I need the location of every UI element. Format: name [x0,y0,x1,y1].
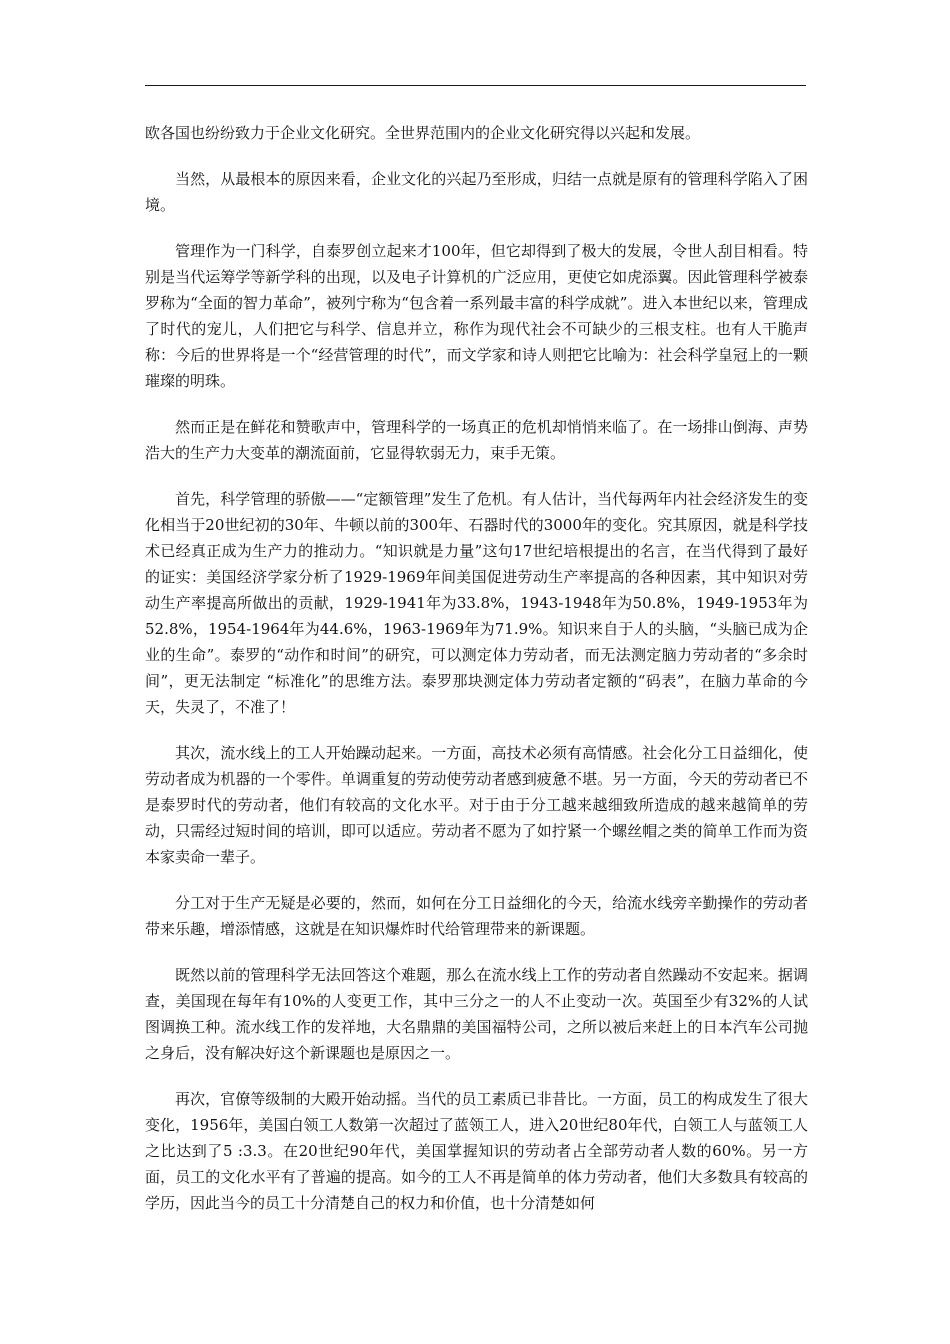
paragraph: 其次，流水线上的工人开始躁动起来。一方面，高技术必须有高情感。社会化分工日益细化，使劳动者成为机器的一个零件。单调重复的劳动使劳动者感到疲惫不堪。另一方面，今天的劳动者已不是泰罗时代的劳动者，他们有较高的文化水平。对于由于分工越来越细致所造成的越来越简单的劳动，只需经过短时间的培训，即可以适应。劳动者不愿为了如拧紧一个螺丝帽之类的简单工作而为资本家卖命一辈子。 [145,744,808,866]
paragraph: 分工对于生产无疑是必要的，然而，如何在分工日益细化的今天，给流水线旁辛勤操作的劳动者带来乐趣，增添情感，这就是在知识爆炸时代给管理带来的新课题。 [145,894,808,938]
paragraph: 既然以前的管理科学无法回答这个难题，那么在流水线上工作的劳动者自然躁动不安起来。据调查，美国现在每年有10%的人变更工作，其中三分之一的人不止变动一次。英国至少有32%的人试图调换工种。流水线工作的发祥地，大名鼎鼎的美国福特公司，之所以被后来赶上的日本汽车公司抛之身后，没有解决好这个新课题也是原因之一。 [145,966,808,1062]
paragraph: 管理作为一门科学，自泰罗创立起来才100年，但它却得到了极大的发展，令世人刮目相看。特别是当代运筹学等新学科的出现，以及电子计算机的广泛应用，更使它如虎添翼。因此管理科学被泰罗称为“全面的智力革命”，被列宁称为“包含着一系列最丰富的科学成就”。进入本世纪以来，管理成了时代的宠儿，人们把它与科学、信息并立，称作为现代社会不可缺少的三根支柱。也有人干脆声称：今后的世界将是一个“经营管理的时代”，而文学家和诗人则把它比喻为：社会科学皇冠上的一颗璀璨的明珠。 [145,242,808,390]
paragraph-continuation: 欧各国也纷纷致力于企业文化研究。全世界范围内的企业文化研究得以兴起和发展。 [145,124,701,142]
paragraph: 首先，科学管理的骄傲——“定额管理”发生了危机。有人估计，当代每两年内社会经济发生的变化相当于20世纪初的30年、牛顿以前的300年、石器时代的3000年的变化。究其原因，就是科学技术已经真正成为生产力的推动力。“知识就是力量”这句17世纪培根提出的名言，在当代得到了最好的证实：美国经济学家分析了1929-1969年间美国促进劳动生产率提高的各种因素，其中知识对劳动生产率提高所做出的贡献，1929-1941年为33.8%，1943-1948年为50.8%，1949-1953年为52.8%，1954-1964年为44.6%，1963-1969年为71.9%。知识来自于人的头脑，“头脑已成为企业的生命”。泰罗的“动作和时间”的研究，可以测定体力劳动者，而无法测定脑力劳动者的“多余时间”，更无法制定 “标准化”的思维方法。泰罗那块测定体力劳动者定额的“码表”，在脑力革命的今天，失灵了，不准了！ [145,490,808,716]
paragraph: 然而正是在鲜花和赞歌声中，管理科学的一场真正的危机却悄悄来临了。在一场排山倒海、声势浩大的生产力大变革的潮流面前，它显得软弱无力，束手无策。 [145,418,808,462]
header-rule [145,85,806,86]
paragraph: 再次，官僚等级制的大殿开始动摇。当代的员工素质已非昔比。一方面，员工的构成发生了很大变化，1956年，美国白领工人数第一次超过了蓝领工人，进入20世纪80年代，白领工人与蓝领工人之比达到了5 :3.3。在20世纪90年代，美国掌握知识的劳动者占全部劳动者人数的60%。另一方面，员工的文化水平有了普遍的提高。如今的工人不再是简单的体力劳动者，他们大多数具有较高的学历，因此当今的员工十分清楚自己的权力和价值，也十分清楚如何 [145,1090,808,1212]
document-body [145,120,808,1236]
paragraph: 当然，从最根本的原因来看，企业文化的兴起乃至形成，归结一点就是原有的管理科学陷入了困境。 [145,170,808,214]
